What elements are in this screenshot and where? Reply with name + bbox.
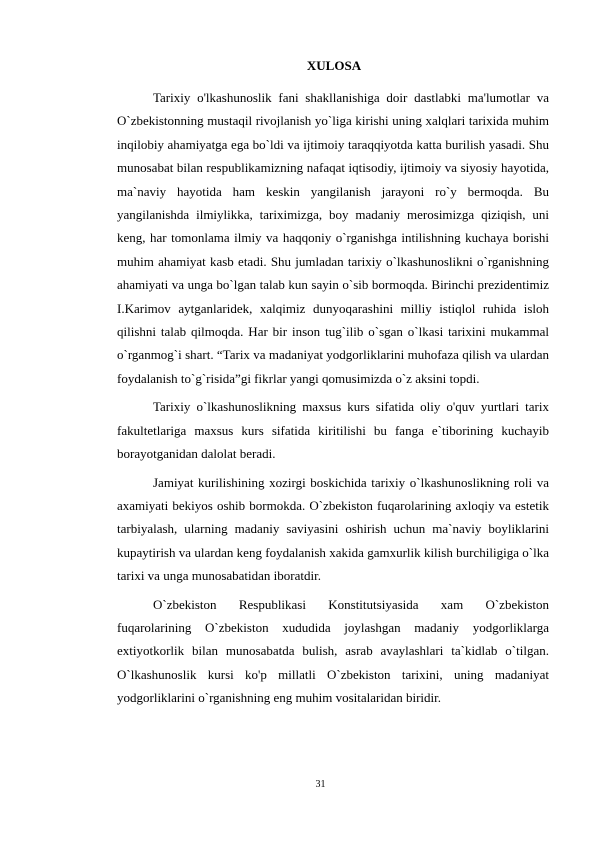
paragraph-2: Tarixiy o`lkashunoslikning maxsus kurs sifatida oliy o'quv yurtlari tarix fakultetlariga maxsus kurs sifatida kiritilishi bu fanga e`tiborining kuchayib borayotganidan dalolat beradi. — [117, 399, 549, 462]
body-text — [117, 86, 549, 715]
paragraph-4: O`zbekiston Respublikasi Konstitutsiyasida xam O`zbekiston fuqarolarining O`zbekiston xududida joylashgan madaniy yodgorliklarga extiyotkorlik bilan munosabatda bulish, asrab avaylashlari ta`kidlab o`tilgan. O`lkashunoslik kursi ko'p millatli O`zbekiston tarixini, uning madaniyat yodgorliklarini o`rganishning eng muhim vositalaridan biridir. — [117, 596, 549, 706]
paragraph-3: Jamiyat kurilishining xozirgi boskichida tarixiy o`lkashunoslikning roli va axamiyati bekiyos oshib bormokda. O`zbekiston fuqarolarining axloqiy va estetik tarbiyalash, ularning madaniy saviyasini oshirish uchun ma`naviy boyliklarini kupaytirish va ulardan keng foydalanish xakida gamxurlik kilish burchiligiga o`lka tarixi va unga munosabatidan iboratdir. — [117, 474, 549, 584]
paragraph-1: Tarixiy o'lkashunoslik fani shakllanishiga doir dastlabki ma'lumotlar va O`zbekistonning mustaqil rivojlanish yo`liga kirishi uning xalqlari tarixida muhim inqilobiy ahamiyatga ega bo`ldi va ijtimoiy taraqqiyotda katta burilish yasadi. Shu munosabat bilan respublikamizning nafaqat iqtisodiy, ijtimoiy va siyosiy hayotida, ma`naviy hayotida ham keskin yangilanish jarayoni ro`y bermoqda. Bu yangilanishda ilmiylikka, tariximizga, boy madaniy merosimizga qiziqish, uni keng, har tomonlama ilmiy va haqqoniy o`rganishga intilishning kuchaya borishi muhim ahamiyat kasb etadi. Shu jumladan tarixiy o`lkashunoslikni o`rganishning ahamiyati va unga bo`lgan talab kun sayin o`sib bormoqda. Birinchi prezidentimiz I.Karimov aytganlaridek, xalqimiz dunyoqarashini milliy istiqlol ruhida isloh qilishni talab qilmoqda. Har bir inson tug`ilib o`sgan o`lkasi tarixini mukammal o`rganmog`i shart. “Tarix va madaniyat yodgorliklarini muhofaza qilish va ulardan foydalanish to`g`risida”gi fikrlar yangi qomusimizda o`z aksini topdi. — [117, 90, 549, 386]
page-number: 31 — [315, 779, 326, 790]
page-title: XULOSA — [306, 58, 362, 73]
